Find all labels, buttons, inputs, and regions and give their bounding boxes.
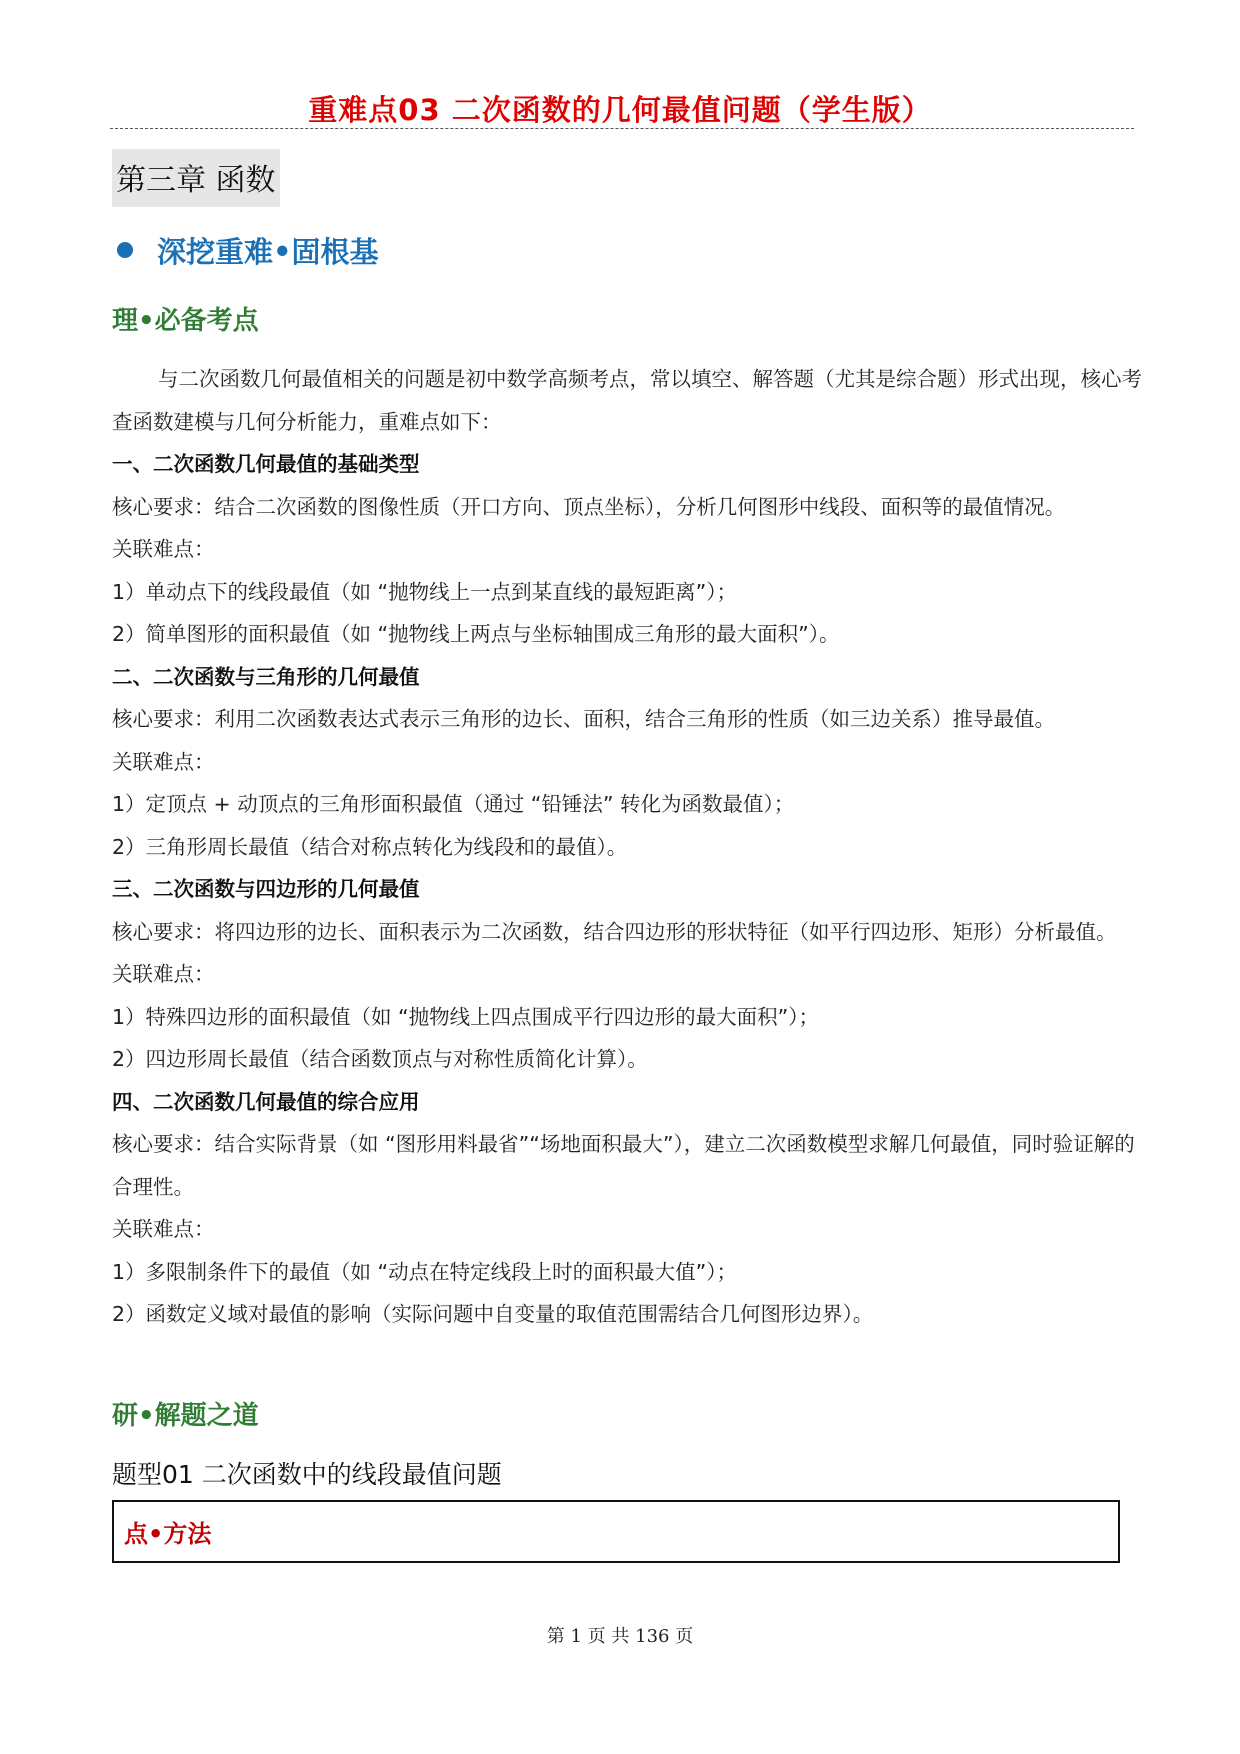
topic-heading: 三、二次函数与四边形的几何最值 (112, 877, 420, 901)
bullet-dot-icon (117, 242, 133, 258)
topic-point: 1）单动点下的线段最值（如 “抛物线上一点到某直线的最短距离”）； (112, 579, 738, 604)
topic-point: 1）多限制条件下的最值（如 “动点在特定线段上时的面积最大值”）； (112, 1259, 738, 1284)
method-label: 点•方法 (124, 1520, 212, 1548)
topic-point: 2）函数定义域对最值的影响（实际问题中自变量的取值范围需结合几何图形边界）。 (112, 1302, 874, 1326)
body-text (112, 358, 1142, 1336)
chapter-heading: 第三章 函数 (112, 149, 280, 207)
topic-point: 2）四边形周长最值（结合函数顶点与对称性质简化计算）。 (112, 1047, 648, 1071)
sub-heading-solving-methods: 研•解题之道 (112, 1401, 259, 1431)
question-type-title: 题型01 二次函数中的线段最值问题 (112, 1460, 502, 1489)
topic-core: 核心要求：结合二次函数的图像性质（开口方向、顶点坐标），分析几何图形中线段、面积等的最值情况。 (112, 494, 1066, 519)
method-box (112, 1500, 1120, 1563)
topic-heading: 四、二次函数几何最值的综合应用 (112, 1089, 420, 1114)
page-footer: 第 1 页 共 136 页 (546, 1626, 694, 1647)
intro-paragraph: 与二次函数几何最值相关的问题是初中数学高频考点，常以填空、解答题（尤其是综合题）形式出现，核心考查函数建模与几何分析能力，重难点如下： (112, 367, 1142, 434)
topic-point: 2）三角形周长最值（结合对称点转化为线段和的最值）。 (112, 834, 628, 859)
topic-point: 2）简单图形的面积最值（如 “抛物线上两点与坐标轴围成三角形的最大面积”）。 (112, 622, 840, 646)
topic-core: 核心要求：结合实际背景（如 “图形用料最省”“场地面积最大”），建立二次函数模型求解几何最值，同时验证解的合理性。 (112, 1132, 1135, 1199)
topic-core: 核心要求：将四边形的边长、面积表示为二次函数，结合四边形的形状特征（如平行四边形、矩形）分析最值。 (112, 919, 1117, 944)
section-heading-text: 深挖重难•固根基 (157, 234, 379, 269)
topic-difficulty-label: 关联难点： (112, 962, 215, 986)
title-divider (110, 128, 1134, 129)
topic-heading: 二、二次函数与三角形的几何最值 (112, 664, 420, 689)
page-title: 重难点03 二次函数的几何最值问题（学生版） (308, 93, 932, 127)
topic-point: 1）定顶点 + 动顶点的三角形面积最值（通过 “铅锤法” 转化为函数最值）； (112, 792, 795, 816)
topic-difficulty-label: 关联难点： (112, 1217, 215, 1241)
topic-heading: 一、二次函数几何最值的基础类型 (112, 452, 420, 476)
topic-point: 1）特殊四边形的面积最值（如 “抛物线上四点围成平行四边形的最大面积”）； (112, 1004, 820, 1029)
topic-core: 核心要求：利用二次函数表达式表示三角形的边长、面积，结合三角形的性质（如三边关系）推导最值。 (112, 707, 1055, 731)
section-heading (117, 228, 379, 272)
sub-heading-key-points: 理•必备考点 (112, 306, 259, 336)
topic-difficulty-label: 关联难点： (112, 537, 215, 561)
topic-difficulty-label: 关联难点： (112, 749, 215, 774)
